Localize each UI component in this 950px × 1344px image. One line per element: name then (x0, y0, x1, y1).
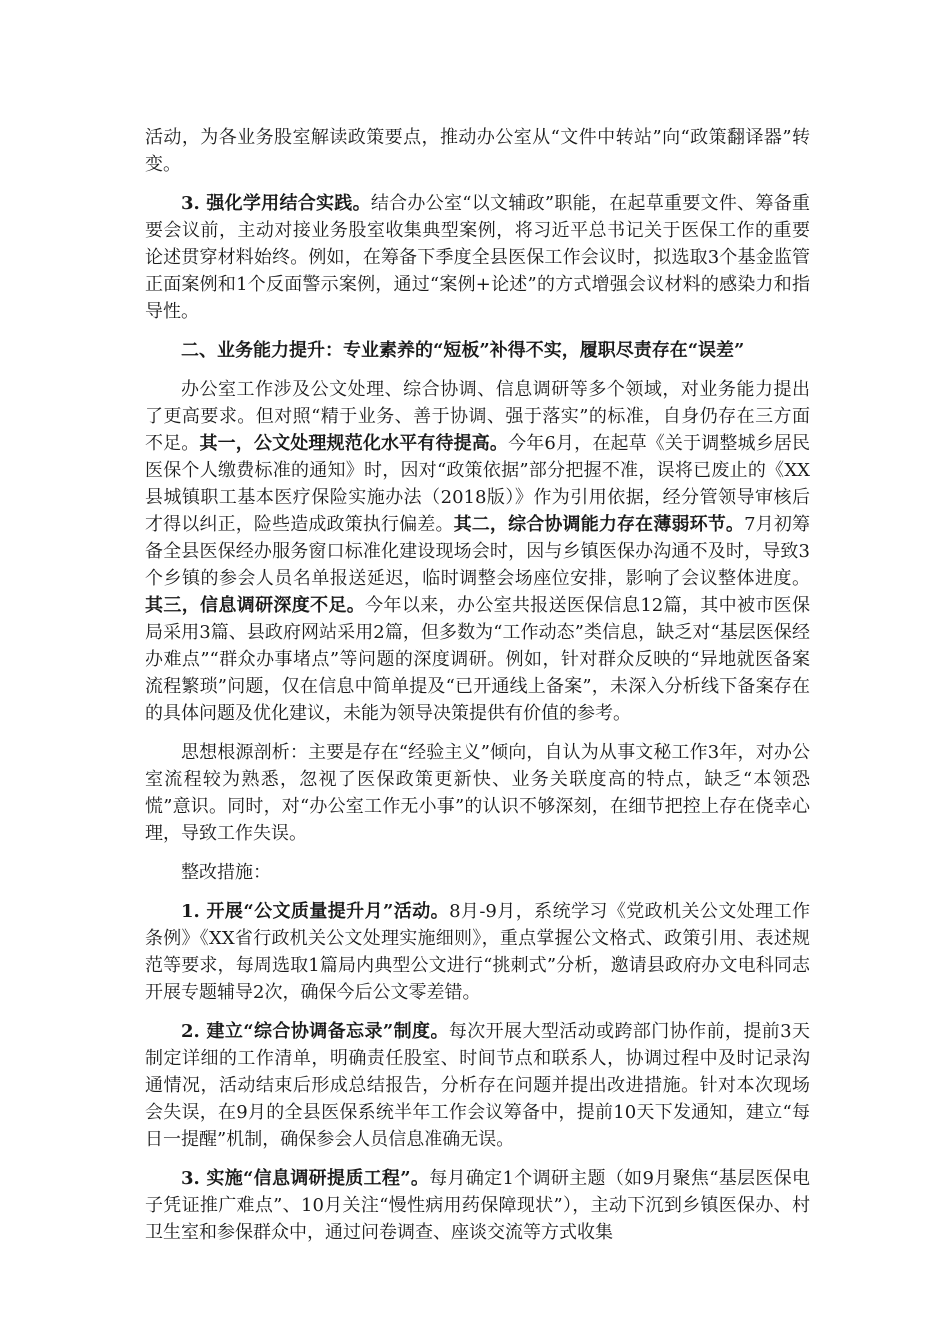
shortcoming-3-lead: 其三，信息调研深度不足。 (145, 595, 366, 616)
paragraph-continuation: 活动，为各业务股室解读政策要点，推动办公室从“文件中转站”向“政策翻译器”转变。 (145, 127, 810, 175)
rectification-1-lead: 1. 开展“公文质量提升月”活动。 (181, 901, 450, 922)
shortcoming-1-body: 今年6月，在起草《关于调整城乡居民医保个人缴费标准的通知》时，因对“政策依据”部分把握不准，误将已废止的《XX县城镇职工基本医疗保险实施办法（2018版）》作为引用依据，经分管领导审核后才得以纠正，险些造成政策执行偏差。 (145, 433, 811, 535)
measure-3-body: 结合办公室“以文辅政”职能，在起草重要文件、筹备重要会议前，主动对接业务股室收集典型案例，将习近平总书记关于医保工作的重要论述贯穿材料始终。例如，在筹备下季度全县医保工作会议时，拟选取3个基金监管正面案例和1个反面警示案例，通过“案例+论述”的方式增强会议材料的感染力和指导性。 (145, 193, 811, 322)
paragraph-rectification-3 (145, 1165, 810, 1246)
paragraph-root-cause: 思想根源剖析：主要是存在“经验主义”倾向，自认为从事文秘工作3年，对办公室流程较为熟悉，忽视了医保政策更新快、业务关联度高的特点，缺乏“本领恐慌”意识。同时，对“办公室工作无小事”的认识不够深刻，在细节把控上存在侥幸心理，导致工作失误。 (145, 742, 810, 844)
rectification-2-body: 每次开展大型活动或跨部门协作前，提前3天制定详细的工作清单，明确责任股室、时间节点和联系人，协调过程中及时记录沟通情况，活动结束后形成总结报告，分析存在问题并提出改进措施。针对本次现场会失误，在9月的全县医保系统半年工作会议筹备中，提前10天下发通知，建立“每日一提醒”机制，确保参会人员信息准确无误。 (145, 1021, 810, 1150)
paragraph-rectification-1 (145, 898, 810, 1006)
measure-3-lead: 3. 强化学用结合实践。 (181, 193, 371, 214)
paragraph-rectification-2 (145, 1018, 810, 1153)
rectification-3-body: 每月确定1个调研主题（如9月聚焦“基层医保电子凭证推广难点”、10月关注“慢性病用药保障现状”），主动下沉到乡镇医保办、村卫生室和参保群众中，通过问卷调查、座谈交流等方式收集 (145, 1168, 810, 1243)
rectification-2-lead: 2. 建立“综合协调备忘录”制度。 (181, 1021, 449, 1042)
paragraph-measure-3 (145, 190, 810, 325)
shortcomings-intro: 办公室工作涉及公文处理、综合协调、信息调研等多个领域，对业务能力提出了更高要求。但对照“精于业务、善于协调、强于落实”的标准，自身仍存在三方面不足。 (145, 379, 810, 454)
rectification-1-body: 8月-9月，系统学习《党政机关公文处理工作条例》《XX省行政机关公文处理实施细则》，重点掌握公文格式、政策引用、表述规范等要求，每周选取1篇局内典型公文进行“挑刺式”分析，邀请县政府办文电科同志开展专题辅导2次，确保今后公文零差错。 (145, 901, 811, 1003)
rectification-3-lead: 3. 实施“信息调研提质工程”。 (181, 1168, 430, 1189)
section-heading-2: 二、业务能力提升：专业素养的“短板”补得不实，履职尽责存在“误差” (181, 340, 745, 361)
shortcoming-3-body: 今年以来，办公室共报送医保信息12篇，其中被市医保局采用3篇、县政府网站采用2篇，但多数为“工作动态”类信息，缺乏对“基层医保经办难点”“群众办事堵点”等问题的深度调研。例如，针对群众反映的“异地就医备案流程繁琐”问题，仅在信息中简单提及“已开通线上备案”，未深入分析线下备案存在的具体问题及优化建议，未能为领导决策提供有价值的参考。 (145, 595, 811, 724)
shortcoming-2-lead: 其二，综合协调能力存在薄弱环节。 (453, 514, 745, 535)
paragraph-rectification-title: 整改措施： (181, 862, 271, 883)
shortcoming-2-body: 7月初筹备全县医保经办服务窗口标准化建设现场会时，因与乡镇医保办沟通不及时，导致3个乡镇的参会人员名单报送延迟，临时调整会场座位安排，影响了会议整体进度。 (145, 514, 811, 589)
paragraph-shortcomings (145, 376, 810, 727)
shortcoming-1-lead: 其一，公文处理规范化水平有待提高。 (199, 433, 509, 454)
document-page (145, 124, 810, 1258)
